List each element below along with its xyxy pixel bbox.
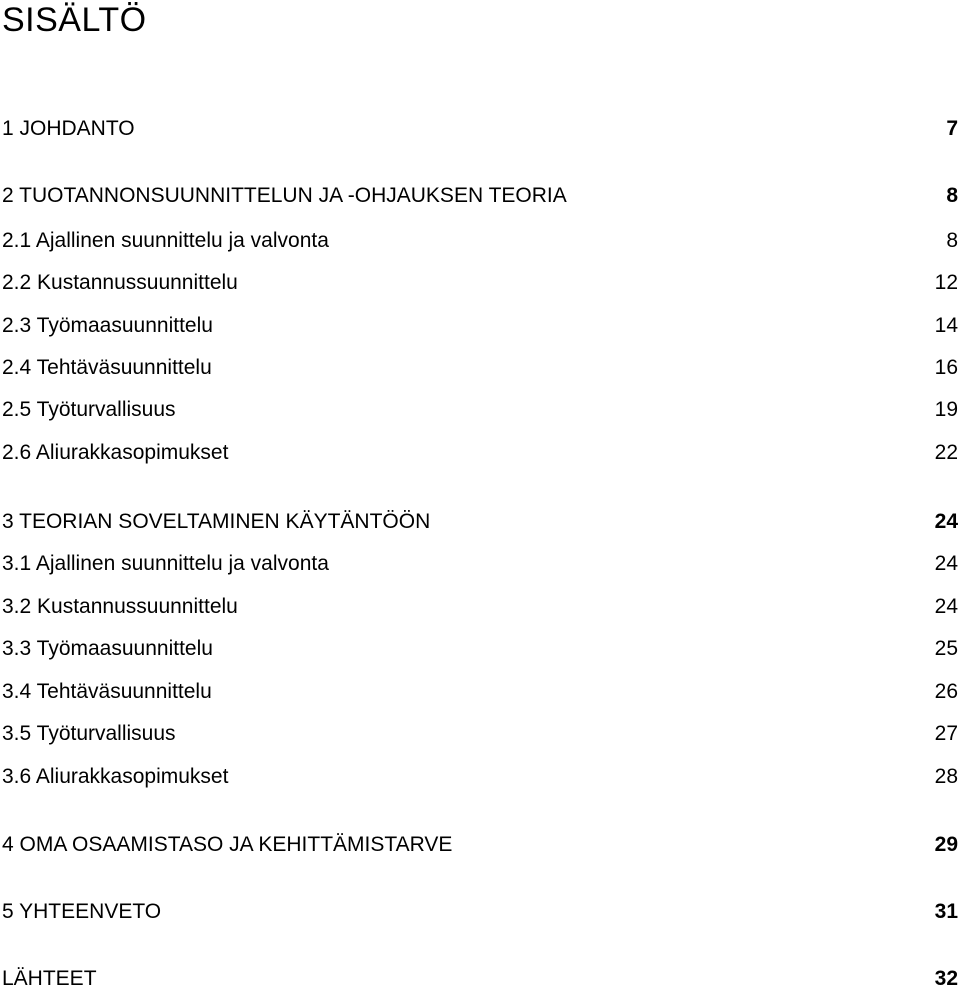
toc-entry-page: 14	[934, 314, 958, 337]
toc-entry-label: 2.3 Työmaasuunnittelu	[2, 314, 213, 337]
toc-entry-label: 5 YHTEENVETO	[2, 900, 162, 923]
toc-entry-5[interactable]	[2, 897, 958, 927]
toc-entry-3-2[interactable]	[2, 592, 958, 622]
toc-entry-label: 2.2 Kustannussuunnittelu	[2, 271, 238, 294]
toc-entry-page: 24	[934, 552, 958, 575]
toc-entry-3-5[interactable]	[2, 719, 958, 749]
toc-entry-label: 2.6 Aliurakkasopimukset	[2, 441, 229, 464]
toc-entry-page: 22	[934, 441, 958, 464]
toc-entry-3-6[interactable]	[2, 762, 958, 792]
toc-entry-label: 3 TEORIAN SOVELTAMINEN KÄYTÄNTÖÖN	[2, 510, 431, 533]
toc-entry-2-3[interactable]	[2, 311, 958, 341]
toc-entry-page: 7	[946, 117, 958, 140]
toc-entry-page: 31	[934, 900, 958, 923]
toc-entry-page: 24	[934, 510, 958, 533]
toc-entry-label: 3.6 Aliurakkasopimukset	[2, 765, 229, 788]
toc-entry-page: 24	[934, 595, 958, 618]
toc-entry-3-1[interactable]	[2, 549, 958, 579]
toc-entry-label: 3.2 Kustannussuunnittelu	[2, 595, 238, 618]
toc-entry-page: 27	[934, 722, 958, 745]
toc-entry-label: 4 OMA OSAAMISTASO JA KEHITTÄMISTARVE	[2, 833, 453, 856]
toc-entry-page: 12	[934, 271, 958, 294]
toc-entry-label: 2.5 Työturvallisuus	[2, 398, 176, 421]
toc-entry-page: 26	[934, 680, 958, 703]
toc-entry-1[interactable]	[2, 114, 958, 144]
toc-entry-3-4[interactable]	[2, 677, 958, 707]
toc-entry-2-1[interactable]	[2, 226, 958, 256]
toc-entry-label: 3.5 Työturvallisuus	[2, 722, 176, 745]
toc-entry-label: 3.3 Työmaasuunnittelu	[2, 637, 213, 660]
page-title: SISÄLTÖ	[2, 1, 147, 39]
toc-entry-label: 1 JOHDANTO	[2, 117, 135, 140]
toc-entry-2[interactable]	[2, 181, 958, 211]
toc-entry-label: 2.4 Tehtäväsuunnittelu	[2, 356, 212, 379]
toc-entry-2-6[interactable]	[2, 438, 958, 468]
toc-entry-page: 19	[934, 398, 958, 421]
toc-entry-page: 25	[934, 637, 958, 660]
toc-entry-2-5[interactable]	[2, 395, 958, 425]
toc-entry-2-4[interactable]	[2, 353, 958, 383]
toc-entry-3[interactable]	[2, 507, 958, 537]
toc-entry-label: 2 TUOTANNONSUUNNITTELUN JA -OHJAUKSEN TEORIA	[2, 184, 567, 207]
toc-entry-page: 8	[946, 184, 958, 207]
toc-entry-page: 29	[934, 833, 958, 856]
toc-entry-label: 3.1 Ajallinen suunnittelu ja valvonta	[2, 552, 329, 575]
toc-entry-label: LÄHTEET	[2, 967, 97, 990]
toc-entry-3-3[interactable]	[2, 634, 958, 664]
toc-entry-label: 3.4 Tehtäväsuunnittelu	[2, 680, 212, 703]
toc-entry-label: 2.1 Ajallinen suunnittelu ja valvonta	[2, 229, 329, 252]
toc-entry-4[interactable]	[2, 830, 958, 860]
toc-entry-page: 32	[934, 967, 958, 990]
toc-entry-2-2[interactable]	[2, 268, 958, 298]
toc-entry-page: 16	[934, 356, 958, 379]
toc-entry-page: 8	[946, 229, 958, 252]
toc-entry-page: 28	[934, 765, 958, 788]
